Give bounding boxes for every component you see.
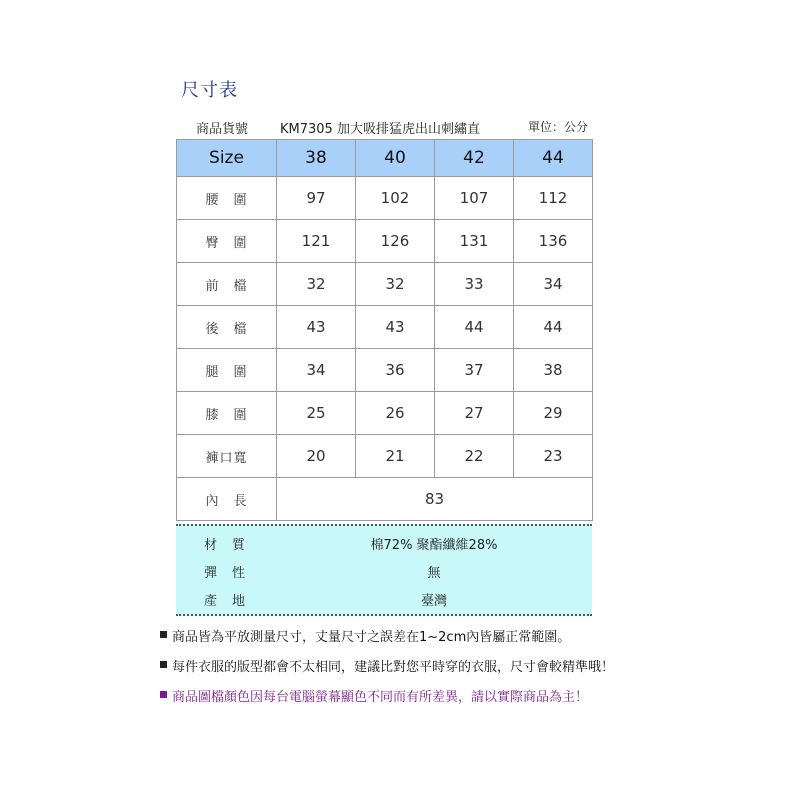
size-table	[176, 139, 593, 521]
table-cell: 136	[514, 220, 593, 263]
table-cell: 44	[435, 306, 514, 349]
row-label-hip: 臀 圍	[177, 220, 277, 263]
table-cell: 126	[356, 220, 435, 263]
table-cell: 33	[435, 263, 514, 306]
table-row	[177, 478, 593, 521]
table-cell: 121	[277, 220, 356, 263]
row-label-knee: 膝 圍	[177, 392, 277, 435]
row-label-back-rise: 後 檔	[177, 306, 277, 349]
square-bullet-icon	[160, 691, 167, 698]
table-cell: 43	[356, 306, 435, 349]
table-cell: 22	[435, 435, 514, 478]
product-code-label: 商品貨號	[196, 122, 249, 137]
square-bullet-icon	[160, 661, 167, 668]
row-label-inseam: 內 長	[177, 478, 277, 521]
table-cell: 102	[356, 177, 435, 220]
table-row	[177, 435, 593, 478]
row-label-leg-opening: 褲口寬	[177, 435, 277, 478]
table-cell: 44	[514, 306, 593, 349]
table-cell: 37	[435, 349, 514, 392]
table-cell: 112	[514, 177, 593, 220]
table-row	[177, 177, 593, 220]
row-label-thigh: 腿 圍	[177, 349, 277, 392]
header-cell-44: 44	[514, 140, 593, 177]
fabric-row-material	[176, 534, 592, 556]
inseam-value: 83	[277, 478, 593, 521]
table-cell: 38	[514, 349, 593, 392]
row-label-waist: 腰 圍	[177, 177, 277, 220]
note-color	[160, 686, 720, 716]
table-cell: 23	[514, 435, 593, 478]
row-label-front-rise: 前 檔	[177, 263, 277, 306]
table-cell: 36	[356, 349, 435, 392]
product-code-name: KM7305 加大吸排猛虎出山刺繡直	[280, 122, 480, 137]
note-text: 商品圖檔顏色因每台電腦螢幕顯色不同而有所差異，請以實際商品為主！	[172, 690, 589, 705]
square-bullet-icon	[160, 631, 167, 638]
table-row	[177, 349, 593, 392]
elasticity-label: 彈 性	[204, 566, 247, 581]
table-cell: 131	[435, 220, 514, 263]
header-cell-40: 40	[356, 140, 435, 177]
fabric-info-panel	[176, 524, 592, 616]
header-cell-42: 42	[435, 140, 514, 177]
table-cell: 25	[277, 392, 356, 435]
table-cell: 97	[277, 177, 356, 220]
elasticity-value: 無	[427, 566, 441, 581]
material-value: 棉72% 聚酯纖維28%	[370, 538, 498, 553]
table-cell: 43	[277, 306, 356, 349]
table-cell: 32	[277, 263, 356, 306]
unit-label: 單位：公分	[527, 120, 588, 134]
note-measurement	[160, 626, 720, 656]
table-row	[177, 263, 593, 306]
table-cell: 20	[277, 435, 356, 478]
table-cell: 107	[435, 177, 514, 220]
table-cell: 29	[514, 392, 593, 435]
table-row	[177, 220, 593, 263]
header-cell-38: 38	[277, 140, 356, 177]
note-text: 每件衣服的版型都會不太相同，建議比對您平時穿的衣服，尺寸會較精準哦！	[172, 660, 615, 675]
table-cell: 26	[356, 392, 435, 435]
table-row	[177, 306, 593, 349]
table-cell: 32	[356, 263, 435, 306]
table-cell: 34	[277, 349, 356, 392]
note-fit	[160, 656, 720, 686]
size-header-row	[177, 140, 593, 177]
table-cell: 27	[435, 392, 514, 435]
table-cell: 21	[356, 435, 435, 478]
table-row	[177, 392, 593, 435]
notes-list	[160, 626, 720, 716]
origin-label: 產 地	[204, 594, 247, 609]
table-cell: 34	[514, 263, 593, 306]
page-title: 尺寸表	[181, 80, 238, 101]
fabric-row-elasticity	[176, 562, 592, 584]
fabric-row-origin	[176, 590, 592, 612]
header-cell-size: Size	[177, 140, 277, 177]
origin-value: 臺灣	[420, 594, 447, 609]
material-label: 材 質	[204, 538, 247, 553]
product-line	[178, 118, 592, 136]
note-text: 商品皆為平放測量尺寸，丈量尺寸之誤差在1~2cm內皆屬正常範圍。	[172, 630, 571, 645]
